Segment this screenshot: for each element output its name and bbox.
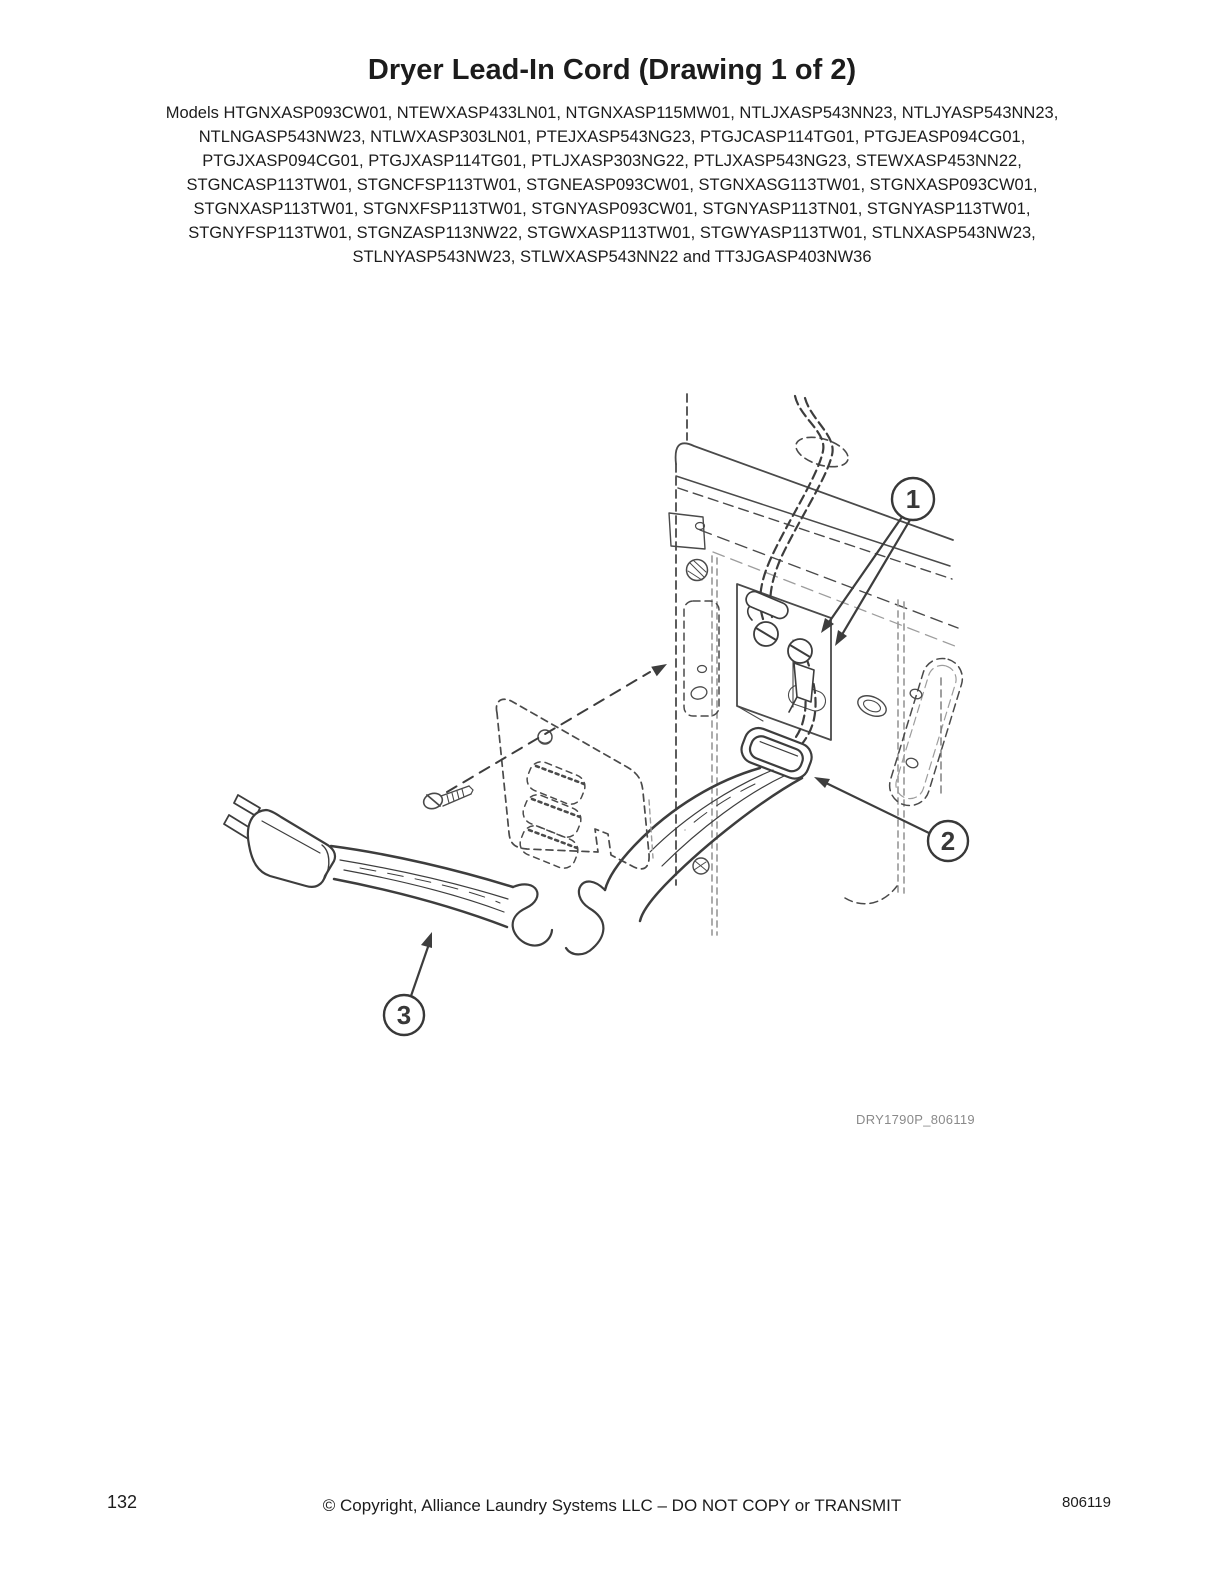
page-number: 132 (107, 1492, 138, 1512)
model-list-line: STLNYASP543NW23, STLWXASP543NN22 and TT3JGASP403NW36 (352, 248, 872, 266)
model-list-line: STGNYFSP113TW01, STGNZASP113NW22, STGWXASP113TW01, STGWYASP113TW01, STLNXASP543NW23, (188, 224, 1036, 242)
power-cord (331, 768, 802, 954)
copyright-notice: © Copyright, Alliance Laundry Systems LLC – DO NOT COPY or TRANSMIT (322, 1496, 902, 1515)
document-number: 806119 (1062, 1494, 1111, 1511)
dryer-rear-panel (669, 394, 967, 935)
callout-1-number: 1 (905, 484, 921, 514)
cover-screw (422, 786, 473, 811)
model-list-line: STGNXASP113TW01, STGNXFSP113TW01, STGNYASP093CW01, STGNYASP113TN01, STGNYASP113TW01, (193, 200, 1031, 218)
drawing-reference: DRY1790P_806119 (856, 1112, 975, 1127)
model-list-line: NTLNGASP543NW23, NTLWXASP303LN01, PTEJXASP543NG23, PTGJCASP114TG01, PTGJEASP094CG01, (198, 128, 1026, 146)
model-list-line: STGNCASP113TW01, STGNCFSP113TW01, STGNEASP093CW01, STGNXASG113TW01, STGNXASP093CW01, (186, 176, 1038, 194)
terminal-access-cover (496, 699, 653, 871)
power-plug (224, 795, 335, 887)
callout-3-number: 3 (396, 1000, 412, 1030)
callout-2 (814, 777, 968, 861)
strain-relief-bushing (737, 724, 815, 783)
callout-3 (384, 932, 432, 1035)
callout-1 (821, 478, 934, 646)
model-list-line: Models HTGNXASP093CW01, NTEWXASP433LN01, NTGNXASP115MW01, NTLJXASP543NN23, NTLJYASP543NN23, (165, 104, 1059, 122)
model-list-line: PTGJXASP094CG01, PTGJXASP114TG01, PTLJXASP303NG22, PTLJXASP543NG23, STEWXASP453NN22, (202, 152, 1022, 170)
callout-2-number: 2 (940, 826, 956, 856)
page-title: Dryer Lead-In Cord (Drawing 1 of 2) (367, 54, 857, 86)
